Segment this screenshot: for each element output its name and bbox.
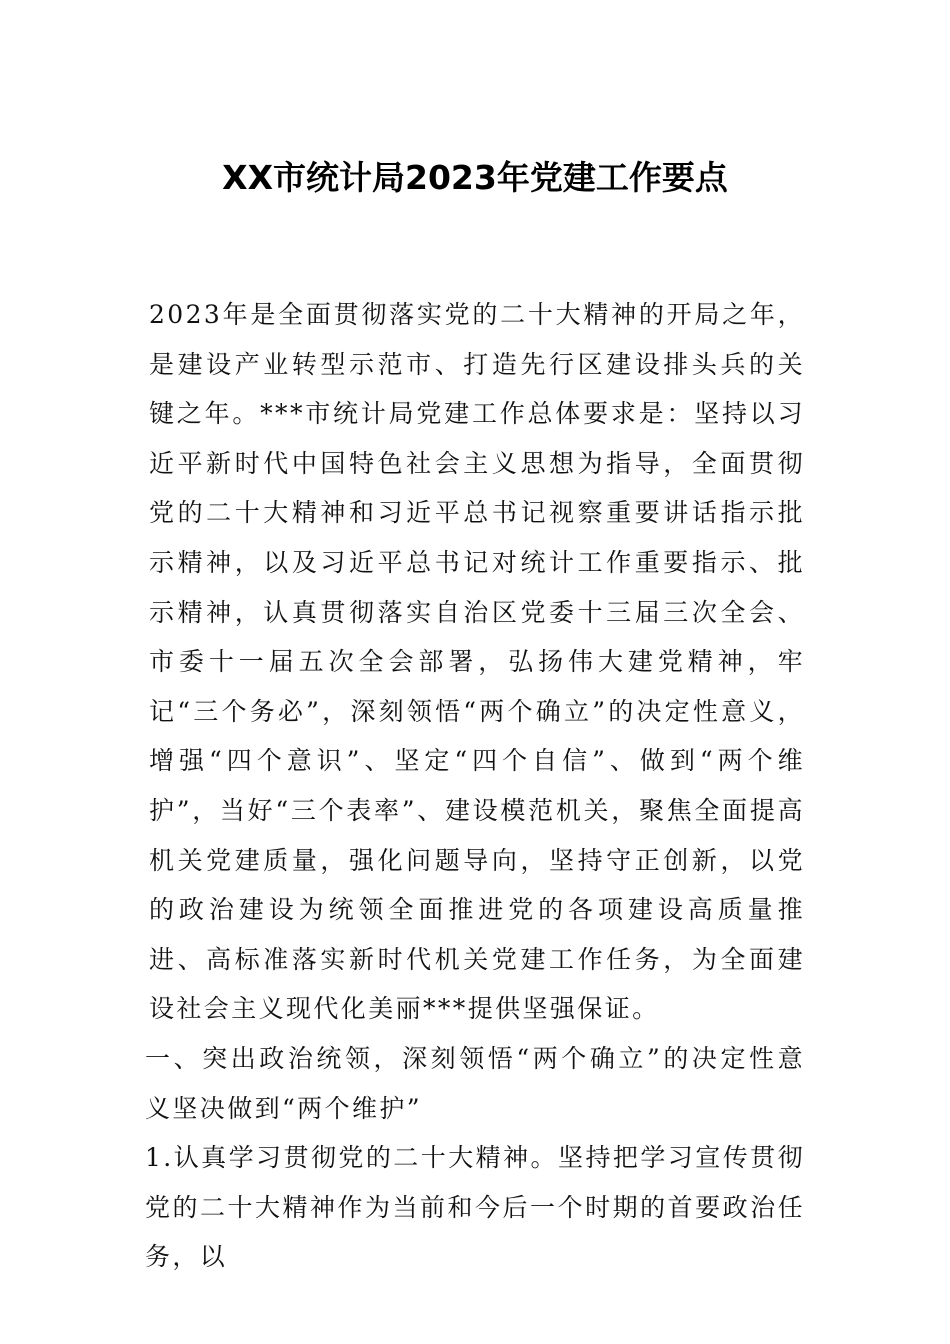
section-heading-1: 一、突出政治统领，深刻领悟“两个确立”的决定性意义坚决做到“两个维护”	[145, 1043, 805, 1123]
document-body	[145, 290, 805, 1282]
intro-paragraph: 2023年是全面贯彻落实党的二十大精神的开局之年，是建设产业转型示范市、打造先行区建设排头兵的关键之年。***市统计局党建工作总体要求是：坚持以习近平新时代中国特色社会主义思想为指导，全面贯彻党的二十大精神和习近平总书记视察重要讲话指示批示精神，以及习近平总书记对统计工作重要指示、批示精神，认真贯彻落实自治区党委十三届三次全会、市委十一届五次全会部署，弘扬伟大建党精神，牢记“三个务必”，深刻领悟“两个确立”的决定性意义，增强“四个意识”、坚定“四个自信”、做到“两个维护”，当好“三个表率”、建设模范机关，聚焦全面提高机关党建质量，强化问题导向，坚持守正创新，以党的政治建设为统领全面推进党的各项建设高质量推进、高标准落实新时代机关党建工作任务，为全面建设社会主义现代化美丽***提供坚强保证。	[149, 300, 805, 1024]
document-title: XX市统计局2023年党建工作要点	[222, 158, 728, 197]
item-paragraph-1: 1.认真学习贯彻党的二十大精神。坚持把学习宣传贯彻党的二十大精神作为当前和今后一个时期的首要政治任务，以	[145, 1143, 805, 1272]
